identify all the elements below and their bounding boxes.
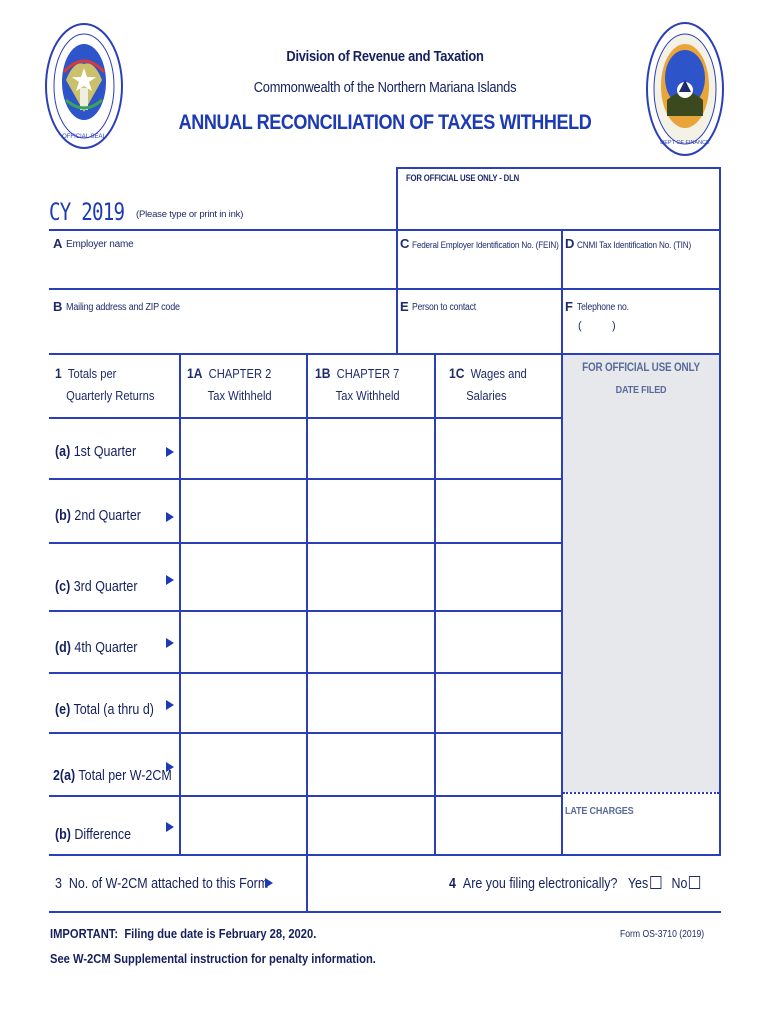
- svg-text:OFFICIAL SEAL: OFFICIAL SEAL: [62, 134, 106, 140]
- col1b-line2: Tax Withheld: [335, 388, 400, 403]
- mailing-address-field[interactable]: [51, 290, 395, 352]
- form-title: ANNUAL RECONCILIATION OF TAXES WITHHELD: [178, 111, 592, 134]
- field-d-letter: D: [565, 236, 575, 251]
- col1c-line2: Salaries: [466, 388, 507, 403]
- official-use-title: FOR OFFICIAL USE ONLY: [582, 362, 700, 374]
- wages-total-input[interactable]: [436, 674, 560, 731]
- division-title: Division of Revenue and Taxation: [286, 48, 484, 65]
- no-label: No: [671, 876, 688, 892]
- col1-line2: Quarterly Returns: [66, 388, 155, 403]
- area-code-open: (: [578, 320, 582, 332]
- wages-2nd-quarter-input[interactable]: [436, 480, 560, 541]
- wages-difference-input[interactable]: [436, 797, 560, 853]
- chapter7-3rd-quarter-input[interactable]: [308, 544, 433, 609]
- chapter7-2nd-quarter-input[interactable]: [308, 480, 433, 541]
- col1c-header: [449, 362, 527, 407]
- chapter7-1st-quarter-input[interactable]: [308, 419, 433, 477]
- field-a-letter: A: [53, 236, 63, 251]
- col1c-num: 1C: [449, 365, 465, 381]
- col1c-line1: Wages and: [470, 366, 527, 381]
- chapter2-4th-quarter-input[interactable]: [181, 612, 305, 671]
- date-filed-label: DATE FILED: [615, 384, 667, 396]
- arrow-right-icon: [166, 575, 174, 585]
- w2cm-count-label: 3 No. of W-2CM attached to this Form: [55, 876, 269, 892]
- official-use-area: [563, 355, 719, 792]
- col1b-line1: CHAPTER 7: [336, 366, 400, 381]
- fein-label: Federal Employer Identification No. (FEIN): [412, 240, 559, 251]
- w2cm-count-input[interactable]: [308, 856, 433, 910]
- no-checkbox[interactable]: [689, 876, 700, 889]
- chapter2-2nd-quarter-input[interactable]: [181, 480, 305, 541]
- electronic-filing-question: [449, 876, 700, 892]
- area-code-close: ): [612, 320, 616, 332]
- yes-label: Yes: [627, 876, 649, 892]
- chapter2-3rd-quarter-input[interactable]: [181, 544, 305, 609]
- field-c-letter: C: [400, 236, 410, 251]
- line4-num: 4: [449, 876, 456, 892]
- employer-name-label: Employer name: [66, 239, 134, 250]
- row-label-4th-quarter: (d) 4th Quarter: [55, 640, 138, 656]
- chapter2-1st-quarter-input[interactable]: [181, 419, 305, 477]
- field-e-letter: E: [400, 299, 409, 314]
- print-note: (Please type or print in ink): [136, 209, 244, 220]
- col1-header: [55, 362, 154, 407]
- commonwealth-subtitle: Commonwealth of the Northern Mariana Islands: [253, 79, 517, 96]
- mailing-address-label: Mailing address and ZIP code: [66, 302, 180, 313]
- wages-1st-quarter-input[interactable]: [436, 419, 560, 477]
- official-use-dln-label: FOR OFFICIAL USE ONLY - DLN: [406, 173, 520, 183]
- col1-num: 1: [55, 365, 62, 381]
- yes-checkbox[interactable]: [650, 876, 661, 889]
- col1a-line2: Tax Withheld: [207, 388, 272, 403]
- chapter7-w2cm-input[interactable]: [308, 734, 433, 794]
- chapter7-4th-quarter-input[interactable]: [308, 612, 433, 671]
- chapter2-difference-input[interactable]: [181, 797, 305, 853]
- row-label-total: (e) Total (a thru d): [55, 702, 154, 718]
- svg-text:DEPT OF FINANCE: DEPT OF FINANCE: [660, 140, 710, 146]
- cy-year: CY 2019: [49, 198, 125, 226]
- arrow-right-icon: [166, 762, 174, 772]
- telephone-label: Telephone no.: [577, 302, 629, 313]
- field-b-letter: B: [53, 299, 63, 314]
- arrow-right-icon: [166, 447, 174, 457]
- telephone-field[interactable]: [563, 290, 718, 352]
- col1a-header: [187, 362, 272, 407]
- filing-due-note: IMPORTANT: Filing due date is February 28, 2020.: [50, 926, 317, 941]
- contact-person-field[interactable]: [398, 290, 560, 352]
- row-label-difference: (b) Difference: [55, 827, 132, 843]
- col1b-header: [315, 362, 400, 407]
- wages-3rd-quarter-input[interactable]: [436, 544, 560, 609]
- col1a-num: 1A: [187, 365, 203, 381]
- col1b-num: 1B: [315, 365, 331, 381]
- wages-4th-quarter-input[interactable]: [436, 612, 560, 671]
- form-id: Form OS-3710 (2019): [620, 929, 705, 940]
- late-charges-divider: [563, 792, 719, 794]
- chapter2-w2cm-input[interactable]: [181, 734, 305, 794]
- wages-w2cm-input[interactable]: [436, 734, 560, 794]
- col1-line1: Totals per: [67, 366, 117, 381]
- chapter2-total-input[interactable]: [181, 674, 305, 731]
- arrow-right-icon: [166, 700, 174, 710]
- tin-label: CNMI Tax Identification No. (TIN): [577, 240, 692, 251]
- chapter7-difference-input[interactable]: [308, 797, 433, 853]
- row-label-1st-quarter: (a) 1st Quarter: [55, 444, 137, 460]
- row-label-total-w2cm: 2(a) Total per W-2CM: [53, 768, 172, 784]
- field-f-letter: F: [565, 299, 573, 314]
- contact-person-label: Person to contact: [412, 302, 477, 313]
- arrow-right-icon: [166, 638, 174, 648]
- arrow-right-icon: [166, 822, 174, 832]
- late-charges-label: LATE CHARGES: [565, 805, 634, 817]
- chapter7-total-input[interactable]: [308, 674, 433, 731]
- arrow-right-icon: [265, 878, 273, 888]
- row-label-2nd-quarter: (b) 2nd Quarter: [55, 508, 141, 524]
- row-label-3rd-quarter: (c) 3rd Quarter: [55, 579, 138, 595]
- line4-text: Are you filing electronically?: [462, 876, 618, 892]
- arrow-right-icon: [166, 512, 174, 522]
- penalty-note: See W-2CM Supplemental instruction for penalty information.: [50, 951, 376, 966]
- col1a-line1: CHAPTER 2: [208, 366, 272, 381]
- dln-field: [398, 187, 718, 227]
